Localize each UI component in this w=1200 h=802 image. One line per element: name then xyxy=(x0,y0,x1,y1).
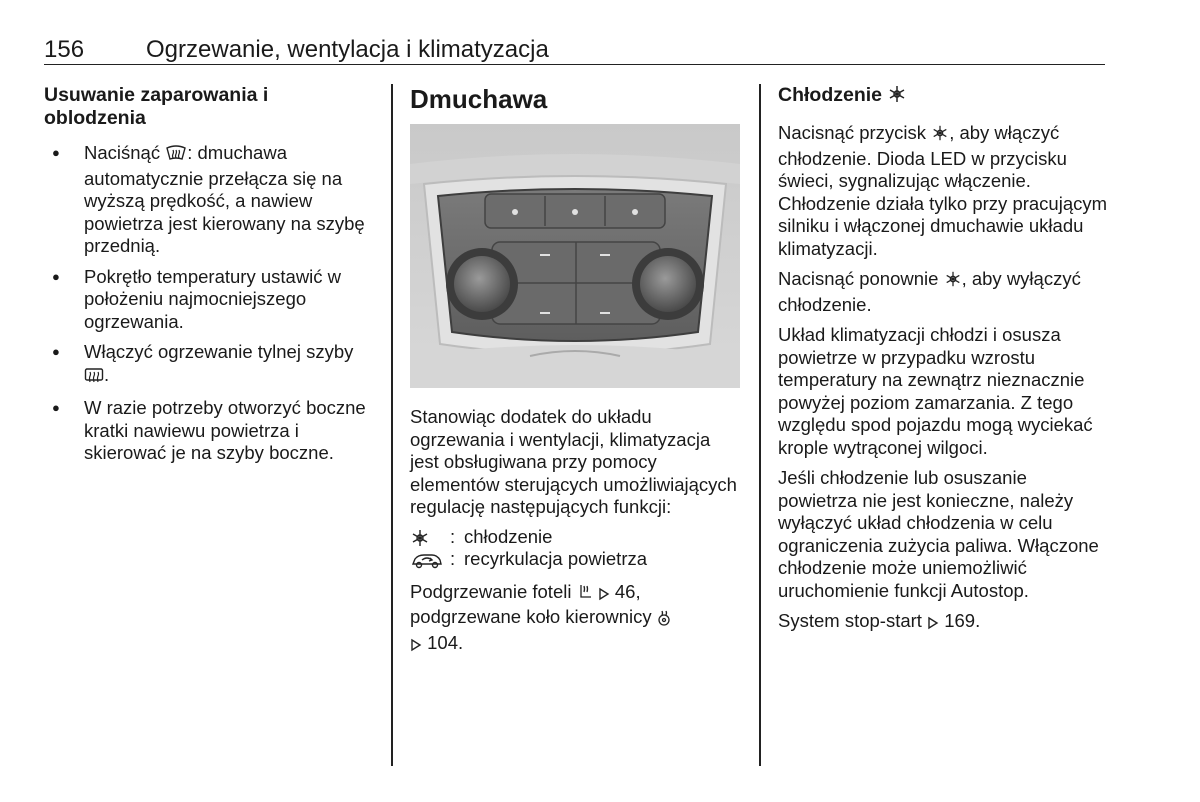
column-blower xyxy=(410,84,740,665)
seat-heating-page: 46, xyxy=(614,580,641,602)
bullet-item xyxy=(44,142,374,258)
cooling-paragraph-5 xyxy=(778,610,1108,636)
stop-start-page: 169. xyxy=(944,610,981,631)
legend-label: recyrkulacja powietrza xyxy=(464,548,648,570)
bullet-item xyxy=(44,397,374,465)
bullet-text: . xyxy=(104,363,110,385)
section-heading-blower: Dmuchawa xyxy=(410,84,548,114)
page-number: 156 xyxy=(44,36,85,63)
paragraph-text: System stop-start xyxy=(778,610,922,631)
steering-wheel-heating-icon xyxy=(657,609,671,632)
legend-row-recirculation xyxy=(410,549,740,571)
function-legend xyxy=(410,527,740,571)
bullet-text: Pokrętło temperatury ustawić w położeniu najmocniejszego ogrzewania. xyxy=(84,265,342,332)
climate-control-panel-image xyxy=(410,124,740,388)
paragraph-text: , aby włączyć chłodzenie. Dioda LED w przycisku świeci, sygnalizując włączenie. Chłodzenie działa tylko przy pracującym silniku i włączonej dmuchawie układu klimatyzacji. xyxy=(778,122,1108,259)
column-divider-right xyxy=(759,84,761,766)
wheel-heating-text: podgrzewane koło kierownicy xyxy=(410,606,652,627)
column-cooling xyxy=(778,84,1108,644)
page-reference-arrow-icon xyxy=(598,584,610,607)
paragraph-text: Nacisnąć przycisk xyxy=(778,122,932,143)
snowflake-icon xyxy=(931,124,949,148)
heating-references xyxy=(410,581,740,658)
cooling-heading-text: Chłodzenie xyxy=(778,84,883,106)
wheel-heating-page: 104. xyxy=(427,631,464,653)
snowflake-icon xyxy=(944,270,962,294)
page-header xyxy=(44,32,1105,65)
bullet-text: W razie potrzeby otworzyć boczne kratki nawiewu powietrza i skierować je na szyby boczne. xyxy=(84,397,366,463)
legend-row-cooling xyxy=(410,527,740,549)
bullet-text: : dmuchawa automatycznie przełącza się na wyższą prędkość, a nawiew powietrza jest kierowany na szybę przednią. xyxy=(84,142,365,256)
page-reference-arrow-icon xyxy=(927,613,939,636)
bullet-item xyxy=(44,341,374,389)
defrost-bullet-list xyxy=(44,142,374,465)
legend-colon: : xyxy=(450,526,456,548)
blower-intro-text: Stanowiąc dodatek do układu ogrzewania i wentylacji, klimatyzacja jest obsługiwana przy pomocy elementów sterujących umożliwiających regulację następujących funkcji: xyxy=(410,406,737,517)
cooling-paragraph-4: Jeśli chłodzenie lub osuszanie powietrza nie jest konieczne, należy wyłączyć układ chłodzenia w celu ograniczenia zużycia paliwa. Włączone chłodzenie może uniemożliwić uruchomienie funkcji Autostop. xyxy=(778,467,1099,601)
column-divider-left xyxy=(391,84,393,766)
page-reference-arrow-icon xyxy=(410,635,422,658)
snowflake-icon xyxy=(887,84,907,110)
rear-window-heat-icon xyxy=(84,366,104,390)
cooling-paragraph-2 xyxy=(778,268,1108,316)
chapter-title: Ogrzewanie, wentylacja i klimatyzacja xyxy=(146,36,549,63)
recirculation-icon xyxy=(410,550,450,570)
paragraph-text: Nacisnąć ponownie xyxy=(778,268,944,289)
legend-label: chłodzenie xyxy=(464,526,553,548)
snowflake-icon xyxy=(410,528,450,548)
section-heading-defrost: Usuwanie zaparowania i oblodzenia xyxy=(44,84,269,129)
windshield-defrost-icon xyxy=(165,144,187,168)
paragraph-text: , aby wyłączyć chłodzenie. xyxy=(778,268,1081,315)
seat-heating-text: Podgrzewanie foteli xyxy=(410,580,572,602)
bullet-text: Naciśnąć xyxy=(84,142,166,163)
cooling-paragraph-3: Układ klimatyzacji chłodzi i osusza powietrze w przypadku wzrostu temperatury na zewnątrz nieznacznie powyżej poziom zamarzania. Z tego względu spod pojazdu mogą wyciekać krople wytrąconej wilgoci. xyxy=(778,324,1093,458)
legend-colon: : xyxy=(450,548,456,570)
seat-heating-icon xyxy=(577,583,593,607)
cooling-paragraph-1 xyxy=(778,122,1108,260)
bullet-text: Włączyć ogrzewanie tylnej szyby xyxy=(84,341,354,362)
section-heading-cooling xyxy=(778,84,1108,110)
bullet-item xyxy=(44,266,374,334)
column-defrost xyxy=(44,84,374,473)
